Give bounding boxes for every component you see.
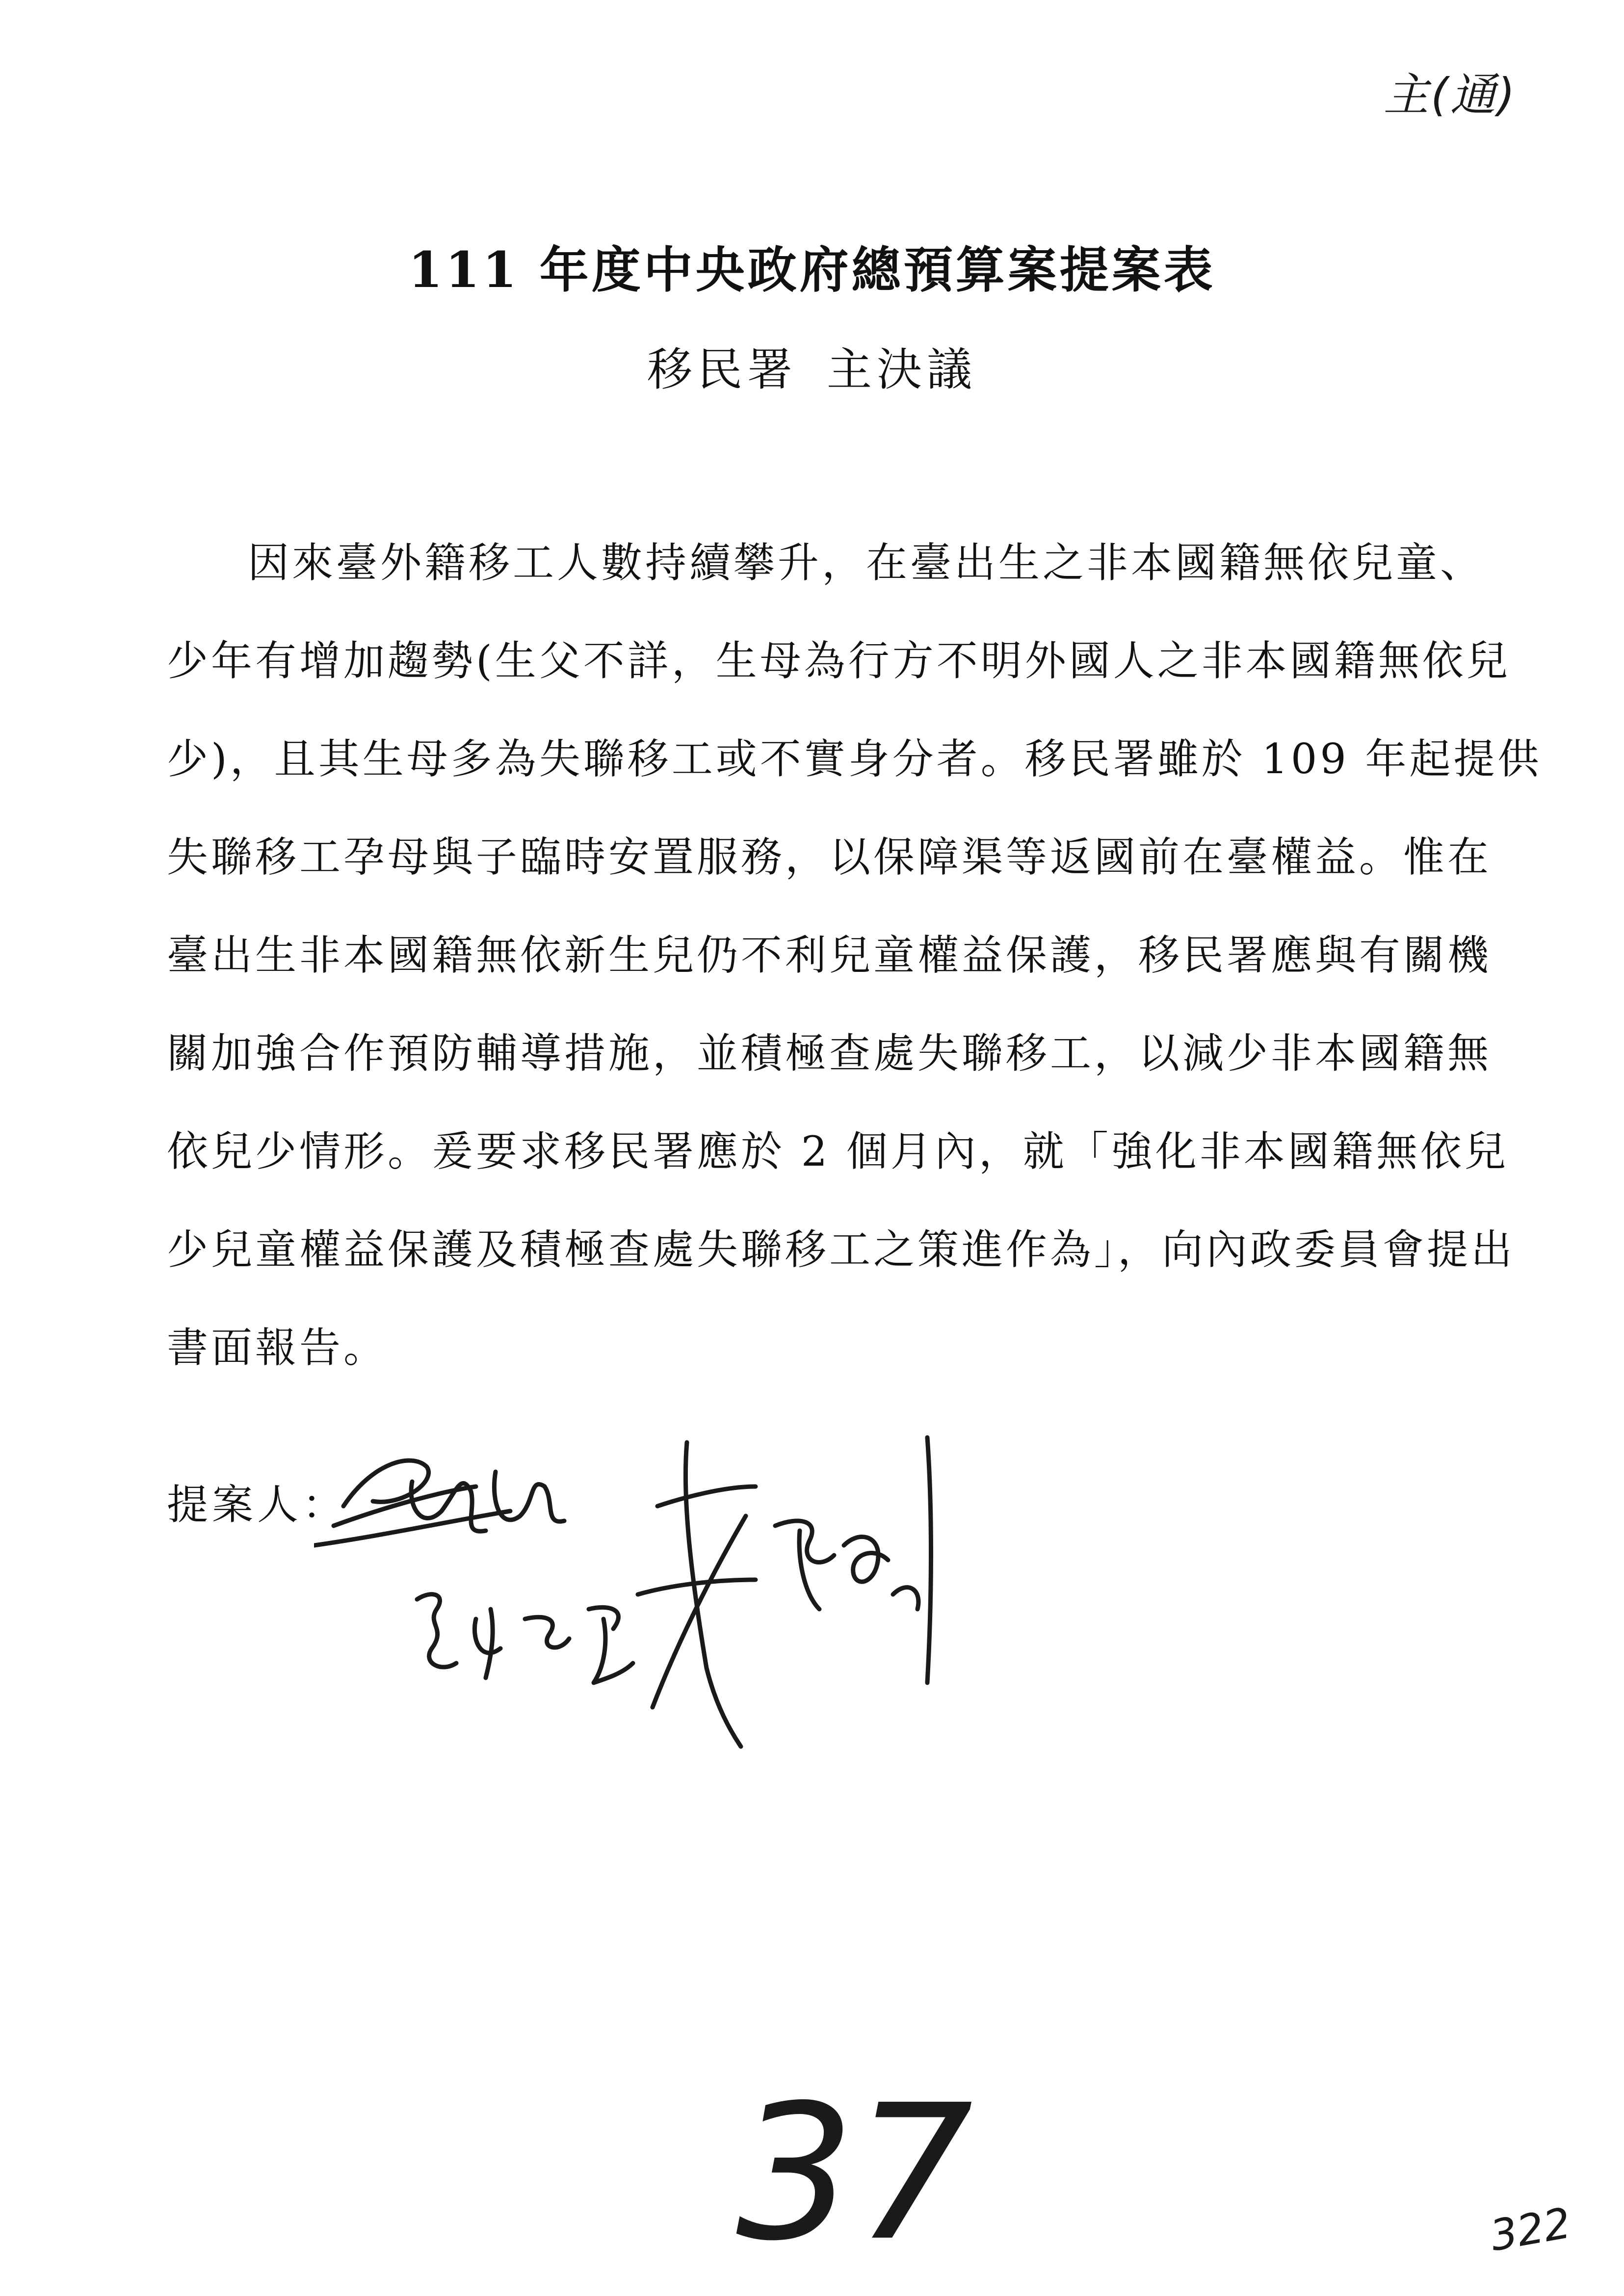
body-line-9: 書面報告。 [167,1324,388,1372]
handwritten-corner-mark: 主(通) [1384,69,1517,121]
body-line-5: 臺出生非本國籍無依新生兒仍不利兒童權益保護，移民署應與有關機 [167,931,1492,979]
proposer-label: 提案人： [167,1481,348,1529]
signature-3 [638,1437,931,1747]
body-line-8: 少兒童權益保護及積極查處失聯移工之策進作為」，向內政委員會提出 [167,1226,1516,1274]
resolution-type: 主決議 [827,343,977,396]
body-line-7: 依兒少情形。爰要求移民署應於 2 個月內，就「強化非本國籍無依兒 [167,1127,1509,1175]
signature-2 [417,1594,633,1683]
signature-area [314,1433,971,1786]
body-line-3: 少)，且其生母多為失聯移工或不實身分者。移民署雖於 109 年起提供 [167,735,1542,783]
signature-1 [314,1461,564,1545]
body-line-1: 因來臺外籍移工人數持續攀升，在臺出生之非本國籍無依兒童、 [248,539,1485,587]
agency-name: 移民署 [647,343,797,396]
document-subtitle [0,334,1624,398]
handwritten-signatures [314,1433,971,1786]
handwritten-page-number: 37 [736,2064,973,2282]
document-title: 111 年度中央政府總預算案提案表 [408,241,1216,299]
handwritten-sheet-number: 322 [1487,2198,1575,2261]
body-line-2: 少年有增加趨勢(生父不詳，生母為行方不明外國人之非本國籍無依兒 [167,637,1511,685]
body-line-6: 關加強合作預防輔導措施，並積極查處失聯移工，以減少非本國籍無 [167,1029,1492,1077]
body-line-4: 失聯移工孕母與子臨時安置服務，以保障渠等返國前在臺權益。惟在 [167,833,1492,881]
